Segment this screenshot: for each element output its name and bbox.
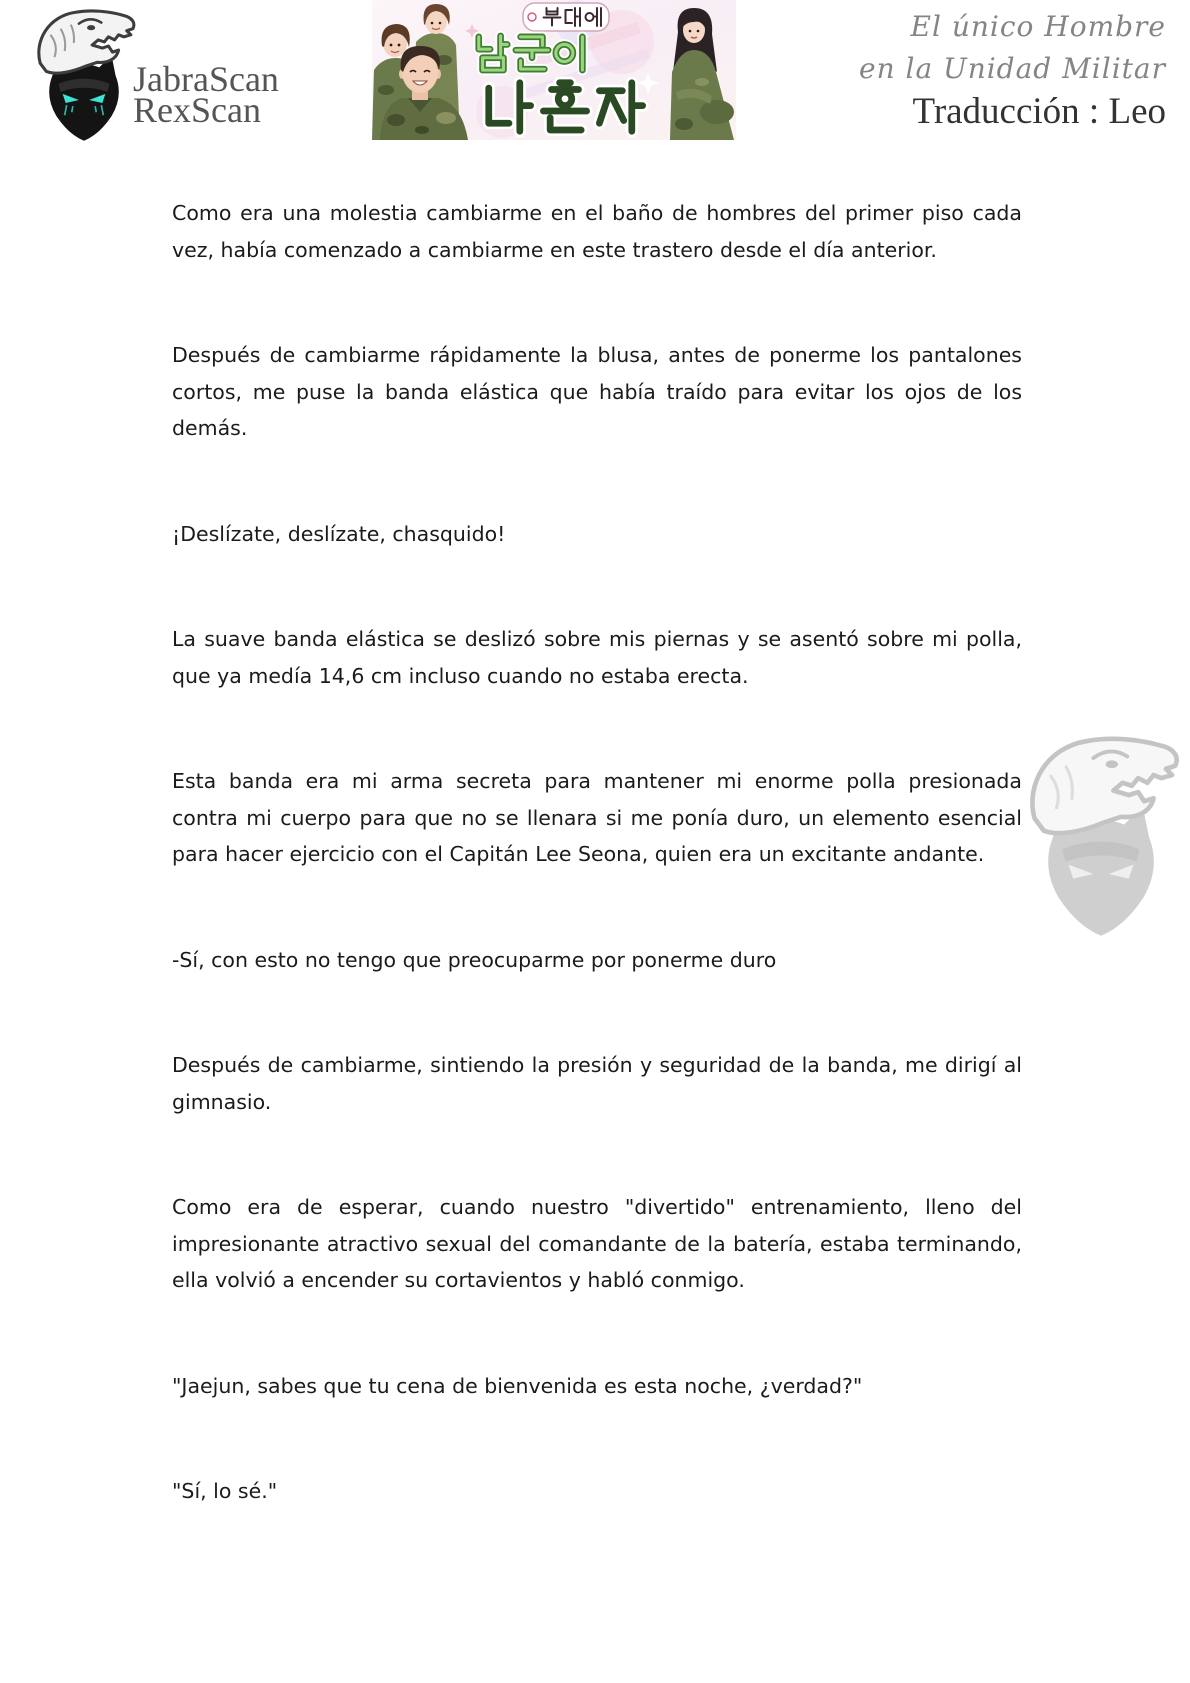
logo-text-jabrascan: JabraScan [133, 59, 279, 99]
watermark-logo-icon [1016, 728, 1186, 938]
series-title-line-2: en la Unidad Militar [859, 52, 1166, 85]
jabrascan-logo-icon [28, 4, 140, 142]
series-title-line-1: El único Hombre [910, 10, 1166, 43]
series-title [859, 6, 1166, 90]
logo-text-rexscan: RexScan [133, 90, 261, 130]
body-paragraph: Después de cambiarme, sintiendo la presión y seguridad de la banda, me dirigí al gimnasio. [172, 1053, 1022, 1114]
body-paragraph: "Jaejun, sabes que tu cena de bienvenida es esta noche, ¿verdad?" [172, 1373, 863, 1398]
logo-text [133, 59, 279, 130]
document-body [172, 195, 1022, 1510]
series-cover-banner [372, 0, 736, 140]
body-paragraph: Como era de esperar, cuando nuestro "divertido" entrenamiento, lleno del impresionante atractivo sexual del comandante de la batería, estaba terminando, ella volvió a encender su cortavientos y habló conmigo. [172, 1195, 1022, 1292]
body-paragraph: -Sí, con esto no tengo que preocuparme por ponerme duro [172, 947, 777, 972]
translation-credit: Traducción : Leo [912, 91, 1166, 132]
body-paragraph: ¡Deslízate, deslízate, chasquido! [172, 521, 506, 546]
body-paragraph: La suave banda elástica se deslizó sobre mis piernas y se asentó sobre mi polla, que ya medía 14,6 cm incluso cuando no estaba erecta. [172, 627, 1022, 688]
body-paragraph: Después de cambiarme rápidamente la blusa, antes de ponerme los pantalones cortos, me puse la banda elástica que había traído para evitar los ojos de los demás. [172, 343, 1022, 440]
body-paragraph: "Sí, lo sé." [172, 1479, 278, 1503]
banner-title-small [523, 3, 609, 31]
body-paragraph: Como era una molestia cambiarme en el baño de hombres del primer piso cada vez, había comenzado a cambiarme en este trastero desde el día anterior. [172, 201, 1022, 262]
body-paragraph: Esta banda era mi arma secreta para mantener mi enorme polla presionada contra mi cuerpo para que no se llenara si me ponía duro, un elemento esencial para hacer ejercicio con el Capitán Lee Seona, quien era un excitante andante. [172, 769, 1022, 866]
